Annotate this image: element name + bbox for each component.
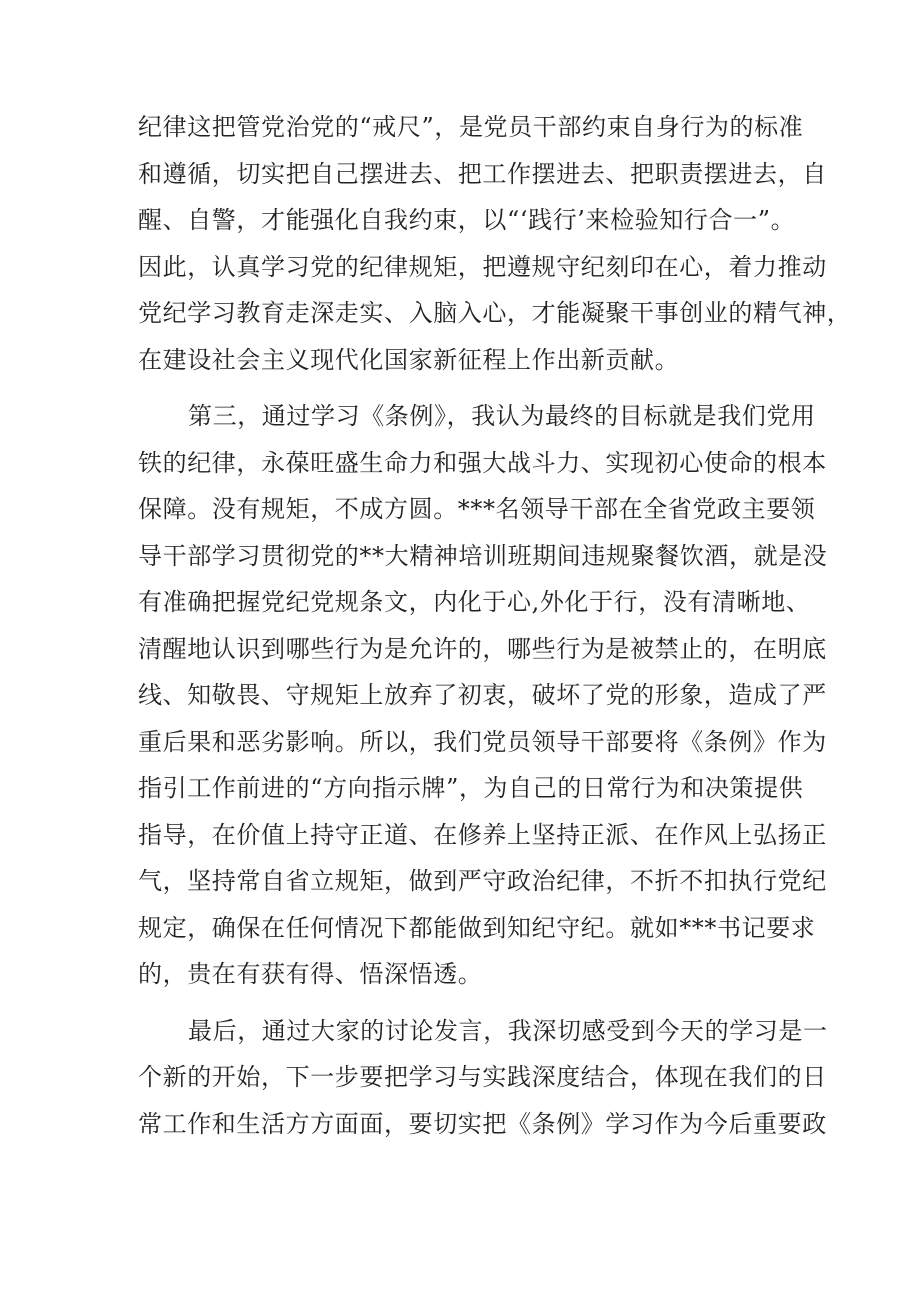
text-line: 重后果和恶劣影响。所以，我们党员领导干部要将《条例》作为 bbox=[138, 727, 827, 756]
text-line: 指导，在价值上持守正道、在修养上坚持正派、在作风上弘扬正 bbox=[138, 820, 827, 849]
text-line: 因此，认真学习党的纪律规矩，把遵规守纪刻印在心，着力推动 bbox=[138, 252, 827, 281]
text-line: 线、知敬畏、守规矩上放弃了初衷，破坏了党的形象，造成了严 bbox=[138, 681, 827, 709]
text-line: 导干部学习贯彻党的**大精神培训班期间违规聚餐饮酒，就是没 bbox=[138, 541, 828, 570]
text-line: 个新的开始，下一步要把学习与实践深度结合，体现在我们的日 bbox=[138, 1063, 827, 1091]
text-line: 的，贵在有获有得、悟深悟透。 bbox=[138, 960, 483, 988]
text-line: 有准确把握党纪党规条文，内化于心,外化于行，没有清晰地、 bbox=[138, 588, 811, 616]
text-line: 铁的纪律，永葆旺盛生命力和强大战斗力、实现初心使命的根本 bbox=[138, 448, 827, 477]
paragraph-1 bbox=[138, 104, 852, 383]
paragraph-3 bbox=[138, 1008, 828, 1148]
text-line: 最后，通过大家的讨论发言，我深切感受到今天的学习是一 bbox=[188, 1016, 828, 1045]
text-line: 第三，通过学习《条例》，我认为最终的目标就是我们党用 bbox=[188, 402, 816, 430]
text-line: 和遵循，切实把自己摆进去、把工作摆进去、把职责摆进去，自 bbox=[138, 159, 827, 188]
text-line: 指引工作前进的“方向指示牌”，为自己的日常行为和决策提供 bbox=[138, 774, 804, 802]
document-body bbox=[138, 104, 852, 1147]
text-line: 常工作和生活方方面面，要切实把《条例》学习作为今后重要政 bbox=[138, 1109, 827, 1138]
text-line: 保障。没有规矩，不成方圆。***名领导干部在全省党政主要领 bbox=[138, 495, 816, 523]
text-line: 醒、自警，才能强化自我约束，以“‘践行’来检验知行合一”。 bbox=[138, 206, 796, 234]
text-line: 清醒地认识到哪些行为是允许的，哪些行为是被禁止的，在明底 bbox=[138, 634, 827, 663]
text-line: 气，坚持常自省立规矩，做到严守政治纪律，不折不扣执行党纪 bbox=[138, 867, 827, 895]
text-line: 党纪学习教育走深走实、入脑入心，才能凝聚干事创业的精气神， bbox=[138, 299, 852, 327]
text-line: 在建设社会主义现代化国家新征程上作出新贡献。 bbox=[138, 345, 680, 374]
text-line: 纪律这把管党治党的“戒尺”，是党员干部约束自身行为的标准 bbox=[138, 113, 804, 141]
text-line: 规定，确保在任何情况下都能做到知纪守纪。就如***书记要求 bbox=[138, 913, 816, 942]
paragraph-2 bbox=[138, 393, 828, 998]
